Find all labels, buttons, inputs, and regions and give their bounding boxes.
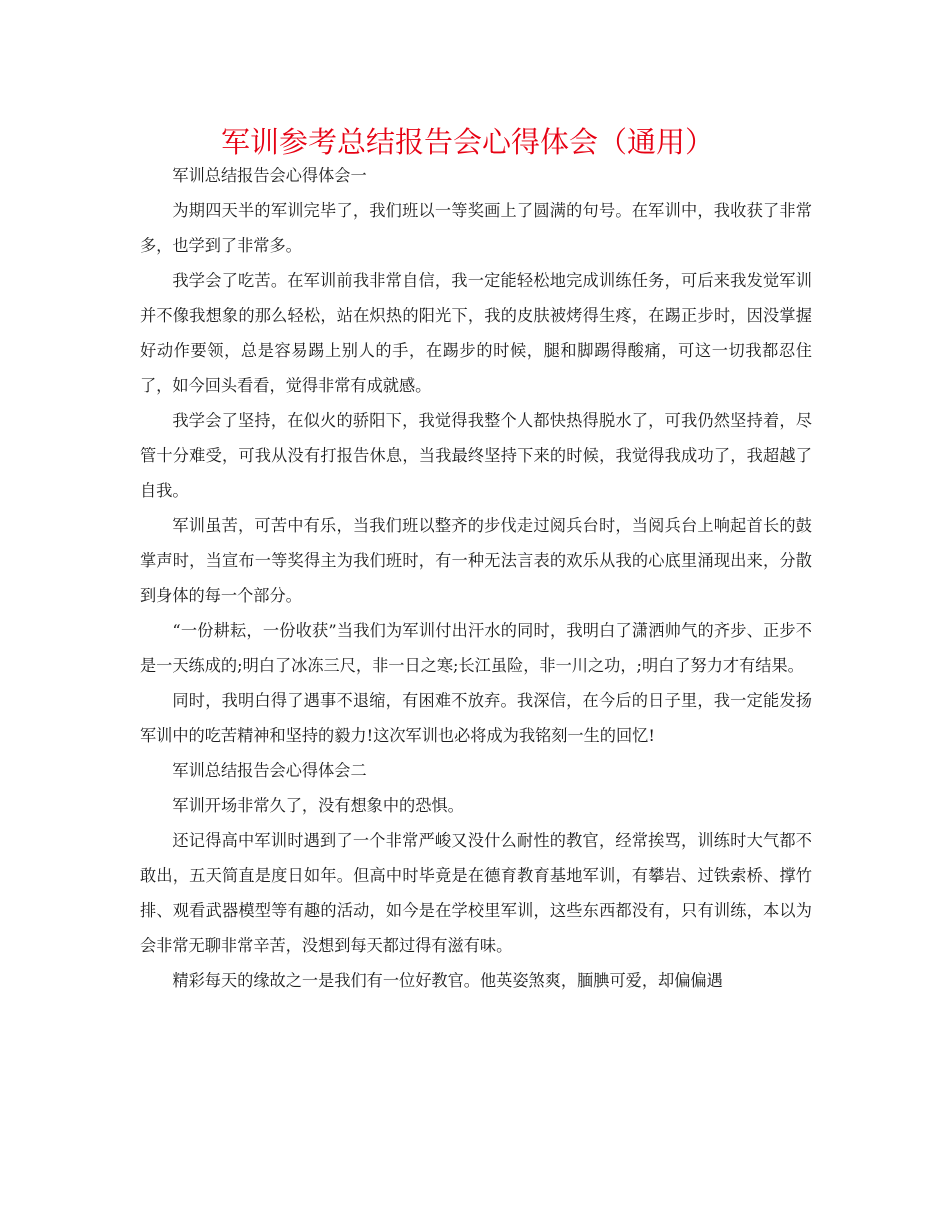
paragraph: 我学会了坚持，在似火的骄阳下，我觉得我整个人都快热得脱水了，可我仍然坚持着，尽管十分难受，可我从没有打报告休息，当我最终坚持下来的时候，我觉得我成功了，我超越了自我。 [140,411,812,500]
document-title: 军训参考总结报告会心得体会（通用） [220,125,714,159]
paragraph: 还记得高中军训时遇到了一个非常严峻又没什么耐性的教官，经常挨骂，训练时大气都不敢出，五天简直是度日如年。但高中时毕竟是在德育教育基地军训，有攀岩、过铁索桥、撑竹排、观看武器模型等有趣的活动，如今是在学校里军训，这些东西都没有，只有训练，本以为会非常无聊非常辛苦，没想到每天都过得有滋有味。 [140,831,812,955]
paragraph: 军训虽苦，可苦中有乐，当我们班以整齐的步伐走过阅兵台时，当阅兵台上响起首长的鼓掌声时，当宣布一等奖得主为我们班时，有一种无法言表的欢乐从我的心底里涌现出来，分散到身体的每一个部分。 [140,516,812,605]
paragraph-heading-1: 军训总结报告会心得体会一 [172,166,367,185]
paragraph: 我学会了吃苦。在军训前我非常自信，我一定能轻松地完成训练任务，可后来我发觉军训并不像我想象的那么轻松，站在炽热的阳光下，我的皮肤被烤得生疼，在踢正步时，因没掌握好动作要领，总是容易踢上别人的手，在踢步的时候，腿和脚踢得酸痛，可这一切我都忍住了，如今回头看看，觉得非常有成就感。 [140,271,812,395]
paragraph-heading-2: 军训总结报告会心得体会二 [172,761,367,780]
paragraph: 同时，我明白得了遇事不退缩，有困难不放弃。我深信，在今后的日子里，我一定能发扬军训中的吃苦精神和坚持的毅力!这次军训也必将成为我铭刻一生的回忆! [140,691,812,745]
paragraph: 为期四天半的军训完毕了，我们班以一等奖画上了圆满的句号。在军训中，我收获了非常多，也学到了非常多。 [140,201,812,255]
paragraph: 军训开场非常久了，没有想象中的恐惧。 [172,796,464,815]
paragraph: “一份耕耘，一份收获”当我们为军训付出汗水的同时，我明白了潇洒帅气的齐步、正步不是一天练成的;明白了冰冻三尺，非一日之寒;长江虽险，非一川之功，;明白了努力才有结果。 [140,621,812,675]
document-body [140,158,812,998]
paragraph: 精彩每天的缘故之一是我们有一位好教官。他英姿煞爽，腼腆可爱，却偏偏遇 [172,971,723,990]
